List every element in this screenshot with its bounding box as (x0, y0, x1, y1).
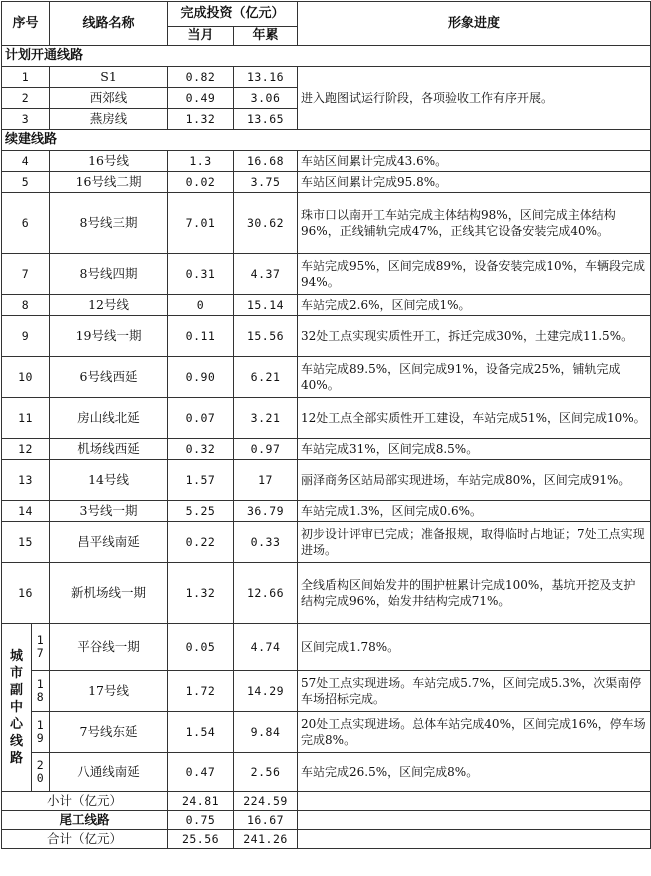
row-no: 1 8 (32, 671, 50, 712)
table-row (2, 501, 651, 522)
table-row (2, 254, 651, 295)
row-month: 0.07 (168, 398, 234, 439)
row-month: 1.72 (168, 671, 234, 712)
row-year: 0.33 (234, 522, 298, 563)
row-year: 4.74 (234, 624, 298, 671)
row-year: 0.97 (234, 439, 298, 460)
header-line-name: 线路名称 (50, 2, 168, 46)
row-progress: 车站完成95%，区间完成89%，设备安装完成10%，车辆段完成94%。 (298, 254, 651, 295)
tail-month: 0.75 (168, 811, 234, 830)
tail-year: 16.67 (234, 811, 298, 830)
row-no: 1 9 (32, 712, 50, 753)
row-no: 16 (2, 563, 50, 624)
row-no: 13 (2, 460, 50, 501)
tail-row (2, 811, 651, 830)
planned-progress: 进入跑图试运行阶段，各项验收工作有序开展。 (298, 67, 651, 130)
row-month: 1.32 (168, 109, 234, 130)
row-year: 3.75 (234, 172, 298, 193)
row-year: 13.65 (234, 109, 298, 130)
row-progress: 57处工点实现进场。车站完成5.7%，区间完成5.3%，次渠南停车场招标完成。 (298, 671, 651, 712)
table-row (2, 357, 651, 398)
table-row (2, 439, 651, 460)
total-row (2, 830, 651, 849)
row-line-name: 新机场线一期 (50, 563, 168, 624)
total-year: 241.26 (234, 830, 298, 849)
header-year: 年累 (234, 27, 298, 46)
row-month: 0.05 (168, 624, 234, 671)
row-year: 30.62 (234, 193, 298, 254)
row-month: 0.47 (168, 753, 234, 792)
row-line-name: 八通线南延 (50, 753, 168, 792)
row-month: 0.32 (168, 439, 234, 460)
row-progress: 珠市口以南开工车站完成主体结构98%，区间完成主体结构96%，正线铺轨完成47%，正线其它设备安装完成40%。 (298, 193, 651, 254)
sub-center-label-text: 城 市 副 中 心 线 路 (9, 649, 23, 766)
row-progress: 车站完成31%，区间完成8.5%。 (298, 439, 651, 460)
row-month: 0.22 (168, 522, 234, 563)
row-no: 4 (2, 151, 50, 172)
row-year: 15.14 (234, 295, 298, 316)
row-year: 16.68 (234, 151, 298, 172)
table-row (2, 624, 651, 671)
total-month: 25.56 (168, 830, 234, 849)
row-line-name: 12号线 (50, 295, 168, 316)
row-no: 14 (2, 501, 50, 522)
row-year: 6.21 (234, 357, 298, 398)
row-year: 3.21 (234, 398, 298, 439)
tail-progress-empty (298, 811, 651, 830)
row-month: 0.11 (168, 316, 234, 357)
table-row (2, 172, 651, 193)
header-month: 当月 (168, 27, 234, 46)
tail-label: 尾工线路 (2, 811, 168, 830)
row-no: 12 (2, 439, 50, 460)
investment-progress-table (1, 1, 651, 849)
row-line-name: 17号线 (50, 671, 168, 712)
row-line-name: S1 (50, 67, 168, 88)
table-row (2, 460, 651, 501)
table-row (2, 67, 651, 88)
row-no: 3 (2, 109, 50, 130)
row-month: 0.31 (168, 254, 234, 295)
subtotal-year: 224.59 (234, 792, 298, 811)
row-line-name: 14号线 (50, 460, 168, 501)
row-line-name: 房山线北延 (50, 398, 168, 439)
table-row (2, 563, 651, 624)
row-month: 7.01 (168, 193, 234, 254)
row-progress: 车站区间累计完成95.8%。 (298, 172, 651, 193)
row-progress: 车站完成26.5%，区间完成8%。 (298, 753, 651, 792)
row-no: 7 (2, 254, 50, 295)
subtotal-progress-empty (298, 792, 651, 811)
row-line-name: 平谷线一期 (50, 624, 168, 671)
total-label: 合计（亿元） (2, 830, 168, 849)
row-progress: 车站区间累计完成43.6%。 (298, 151, 651, 172)
row-month: 0 (168, 295, 234, 316)
row-no: 6 (2, 193, 50, 254)
row-line-name: 7号线东延 (50, 712, 168, 753)
table-row (2, 316, 651, 357)
section-planned: 计划开通线路 (2, 46, 651, 67)
row-progress: 车站完成89.5%，区间完成91%，设备完成25%，铺轨完成40%。 (298, 357, 651, 398)
table-row (2, 193, 651, 254)
row-month: 0.02 (168, 172, 234, 193)
row-no: 15 (2, 522, 50, 563)
row-progress: 初步设计评审已完成；准备报规，取得临时占地证；7处工点实现进场。 (298, 522, 651, 563)
row-month: 5.25 (168, 501, 234, 522)
total-progress-empty (298, 830, 651, 849)
row-line-name: 16号线二期 (50, 172, 168, 193)
row-no: 11 (2, 398, 50, 439)
table-row (2, 671, 651, 712)
row-progress: 全线盾构区间始发井的围护桩累计完成100%，基坑开挖及支护结构完成96%，始发井结构完成71%。 (298, 563, 651, 624)
row-year: 2.56 (234, 753, 298, 792)
row-year: 12.66 (234, 563, 298, 624)
row-line-name: 8号线三期 (50, 193, 168, 254)
row-progress: 丽泽商务区站局部实现进场，车站完成80%，区间完成91%。 (298, 460, 651, 501)
row-line-name: 机场线西延 (50, 439, 168, 460)
row-no: 5 (2, 172, 50, 193)
table-row (2, 712, 651, 753)
row-no: 10 (2, 357, 50, 398)
row-line-name: 燕房线 (50, 109, 168, 130)
row-line-name: 昌平线南延 (50, 522, 168, 563)
row-no: 2 0 (32, 753, 50, 792)
section-continued: 续建线路 (2, 130, 651, 151)
row-year: 13.16 (234, 67, 298, 88)
row-progress: 区间完成1.78%。 (298, 624, 651, 671)
row-year: 3.06 (234, 88, 298, 109)
row-line-name: 3号线一期 (50, 501, 168, 522)
table-row (2, 295, 651, 316)
table-row (2, 151, 651, 172)
row-year: 17 (234, 460, 298, 501)
header-investment: 完成投资（亿元） (168, 2, 298, 27)
row-year: 9.84 (234, 712, 298, 753)
row-progress: 车站完成1.3%，区间完成0.6%。 (298, 501, 651, 522)
row-no: 1 7 (32, 624, 50, 671)
subtotal-label: 小计（亿元） (2, 792, 168, 811)
row-progress: 32处工点实现实质性开工，拆迁完成30%，土建完成11.5%。 (298, 316, 651, 357)
row-no: 1 (2, 67, 50, 88)
row-no: 9 (2, 316, 50, 357)
table-row (2, 398, 651, 439)
row-progress: 20处工点实现进场。总体车站完成40%，区间完成16%，停车场完成8%。 (298, 712, 651, 753)
table-row (2, 753, 651, 792)
row-month: 1.57 (168, 460, 234, 501)
row-month: 0.82 (168, 67, 234, 88)
row-line-name: 西郊线 (50, 88, 168, 109)
subtotal-month: 24.81 (168, 792, 234, 811)
row-no: 2 (2, 88, 50, 109)
row-line-name: 6号线西延 (50, 357, 168, 398)
subtotal-row (2, 792, 651, 811)
row-year: 14.29 (234, 671, 298, 712)
row-month: 0.90 (168, 357, 234, 398)
row-progress: 12处工点全部实质性开工建设，车站完成51%，区间完成10%。 (298, 398, 651, 439)
row-no: 8 (2, 295, 50, 316)
row-line-name: 8号线四期 (50, 254, 168, 295)
row-line-name: 16号线 (50, 151, 168, 172)
row-year: 36.79 (234, 501, 298, 522)
row-line-name: 19号线一期 (50, 316, 168, 357)
sub-center-label (2, 624, 32, 792)
header-progress: 形象进度 (298, 2, 651, 46)
row-progress: 车站完成2.6%，区间完成1%。 (298, 295, 651, 316)
row-month: 1.54 (168, 712, 234, 753)
row-month: 1.3 (168, 151, 234, 172)
row-year: 15.56 (234, 316, 298, 357)
row-month: 0.49 (168, 88, 234, 109)
table-row (2, 522, 651, 563)
row-year: 4.37 (234, 254, 298, 295)
header-seq: 序号 (2, 2, 50, 46)
row-month: 1.32 (168, 563, 234, 624)
